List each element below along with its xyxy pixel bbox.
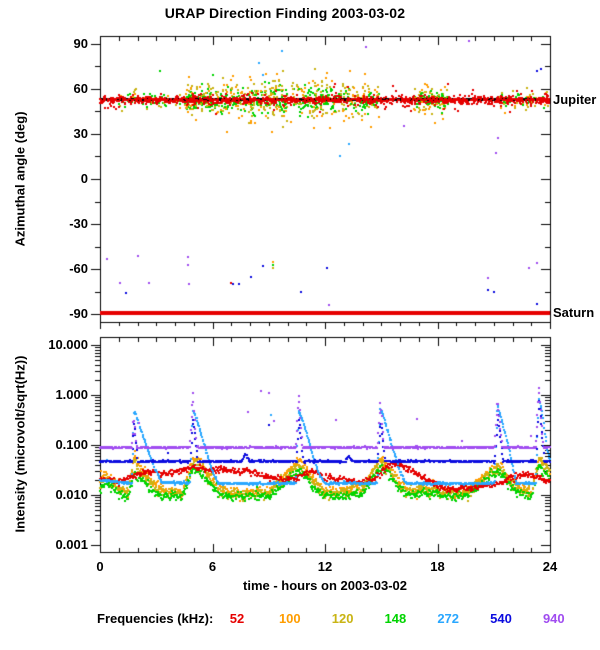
- top-ytick-label: 90: [73, 35, 88, 51]
- page-title: URAP Direction Finding 2003-03-02: [164, 5, 406, 21]
- top-y-axis-label: Azimuthal angle (deg): [12, 111, 28, 247]
- legend-item-120: 120: [331, 611, 354, 626]
- xtick-label: 0: [96, 559, 104, 574]
- xtick-label: 18: [430, 559, 445, 574]
- top-ytick-label: -30: [69, 216, 88, 232]
- legend-item-940: 940: [542, 611, 565, 626]
- x-axis-label: time - hours on 2003-03-02: [243, 578, 407, 593]
- saturn-line-label: Saturn: [553, 305, 595, 320]
- legend-title: Frequencies (kHz):: [97, 611, 214, 626]
- xtick-label: 6: [208, 559, 217, 574]
- top-ytick-label: 30: [73, 125, 88, 141]
- xtick-label: 24: [542, 559, 558, 574]
- bottom-ytick-label: 10.000: [48, 337, 88, 352]
- bottom-ytick-label: 0.100: [55, 437, 88, 452]
- legend-item-52: 52: [229, 611, 245, 626]
- bottom-y-axis-label: Intensity (microvolt/sqrt(Hz)): [12, 355, 28, 533]
- legend-item-100: 100: [278, 611, 301, 626]
- xtick-label: 12: [317, 559, 333, 574]
- top-ytick-label: 0: [80, 171, 88, 186]
- jupiter-line-label: Jupiter: [553, 92, 597, 107]
- legend-item-148: 148: [384, 611, 407, 626]
- top-ytick-label: -60: [69, 261, 88, 277]
- legend-item-272: 272: [437, 611, 460, 626]
- top-ytick-label: 60: [73, 80, 88, 96]
- top-ytick-label: -90: [69, 306, 88, 322]
- bottom-ytick-label: 1.000: [55, 387, 88, 402]
- bottom-ytick-label: 0.001: [55, 537, 88, 552]
- legend-item-540: 540: [490, 611, 512, 626]
- bottom-ytick-label: 0.010: [55, 487, 88, 502]
